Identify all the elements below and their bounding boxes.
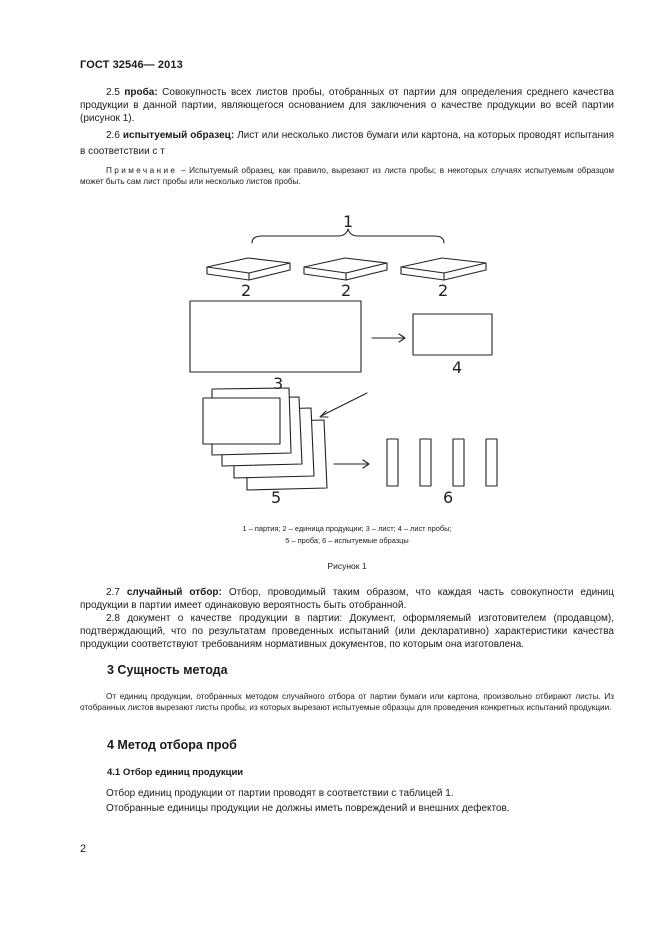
section-3-title: 3 Сущность метода xyxy=(107,663,228,677)
note-text: – Испытуемый образец, как правило, вырезают из листа пробы; в некоторых случаях испытуемым образцом может быть сам лист пробы или несколько листов пробы. xyxy=(80,166,614,186)
figure-title: Рисунок 1 xyxy=(327,561,367,571)
specimen-2 xyxy=(420,439,431,486)
clause-number: 2.7 xyxy=(106,587,127,598)
clause-text: Совокупность всех листов пробы, отобранных от партии для определения среднего качества продукции в данной партии, являющегося основанием для заключения о качестве продукции во всей партии (рисунок 1). xyxy=(80,87,614,124)
line-1: Отбор единиц продукции от партии проводят в соответствии с таблицей 1. xyxy=(106,788,454,799)
clause-term: испытуемый образец: xyxy=(122,130,235,141)
clause-number: 2.5 xyxy=(106,87,125,98)
line-2: Отобранные единицы продукции не должны иметь повреждений и внешних дефектов. xyxy=(106,803,510,814)
clause-text: Лист или несколько листов бумаги или картона, на которых проводят испытания в соответствии с т xyxy=(80,130,614,157)
clause-2-7 xyxy=(80,586,614,612)
label-sample-sheet: 4 xyxy=(452,358,463,377)
label-unit-2: 2 xyxy=(341,281,352,300)
subsection-4-1-title: 4.1 Отбор единиц продукции xyxy=(107,767,244,778)
label-batch: 1 xyxy=(343,212,354,231)
note-label: Примечание xyxy=(106,166,178,175)
clause-number: 2.6 xyxy=(106,130,123,141)
clause-term: случайный отбор: xyxy=(126,587,222,598)
section-3-text: От единиц продукции, отобранных методом случайного отбора от партии бумаги или картона, произвольно отбирают листы. Из отобранных листов вырезают листы пробы, из которых вырезают испытуемые образцы для проведения конкретных испытаний продукции. xyxy=(80,692,614,712)
specimen-3 xyxy=(453,439,464,486)
figure-legend xyxy=(80,523,614,547)
page-number: 2 xyxy=(80,843,87,855)
legend-line-2: 5 – проба; 6 – испытуемые образцы xyxy=(285,536,409,545)
label-unit-3: 2 xyxy=(438,281,449,300)
legend-line-1: 1 – партия; 2 – единица продукции; 3 – лист; 4 – лист пробы; xyxy=(242,524,452,533)
batch-brace xyxy=(252,229,444,243)
product-unit-2 xyxy=(304,258,387,280)
clause-term: проба: xyxy=(124,87,158,98)
section-4-title: 4 Метод отбора проб xyxy=(107,738,237,752)
sheet-rect xyxy=(190,301,361,372)
arrow-sample-to-stack xyxy=(321,393,367,416)
label-unit-1: 2 xyxy=(241,281,252,300)
label-sample: 5 xyxy=(271,488,282,507)
standard-header: ГОСТ 32546— 2013 xyxy=(80,59,183,71)
specimen-1 xyxy=(387,439,398,486)
label-sheet: 3 xyxy=(273,374,284,393)
label-specimens: 6 xyxy=(443,488,454,507)
clause-text: Отбор, проводимый таким образом, что каждая часть совокупности единиц продукции в партии имеет одинаковую вероятность быть отобранной. xyxy=(80,587,614,611)
product-unit-1 xyxy=(207,258,290,280)
sample-sheet-rect xyxy=(413,314,492,355)
subsection-4-1-text xyxy=(80,786,614,816)
clause-2-8: 2.8 документ о качестве продукции в партии: Документ, оформляемый изготовителем (продавцом), подтверждающий, что по результатам проведенных испытаний (или декларативно) характеристики качества продукции соответствуют требованиям нормативных документов, по которым она изготовлена. xyxy=(80,613,614,650)
product-unit-3 xyxy=(401,258,486,280)
specimen-4 xyxy=(486,439,497,486)
sample-stack xyxy=(203,388,327,490)
